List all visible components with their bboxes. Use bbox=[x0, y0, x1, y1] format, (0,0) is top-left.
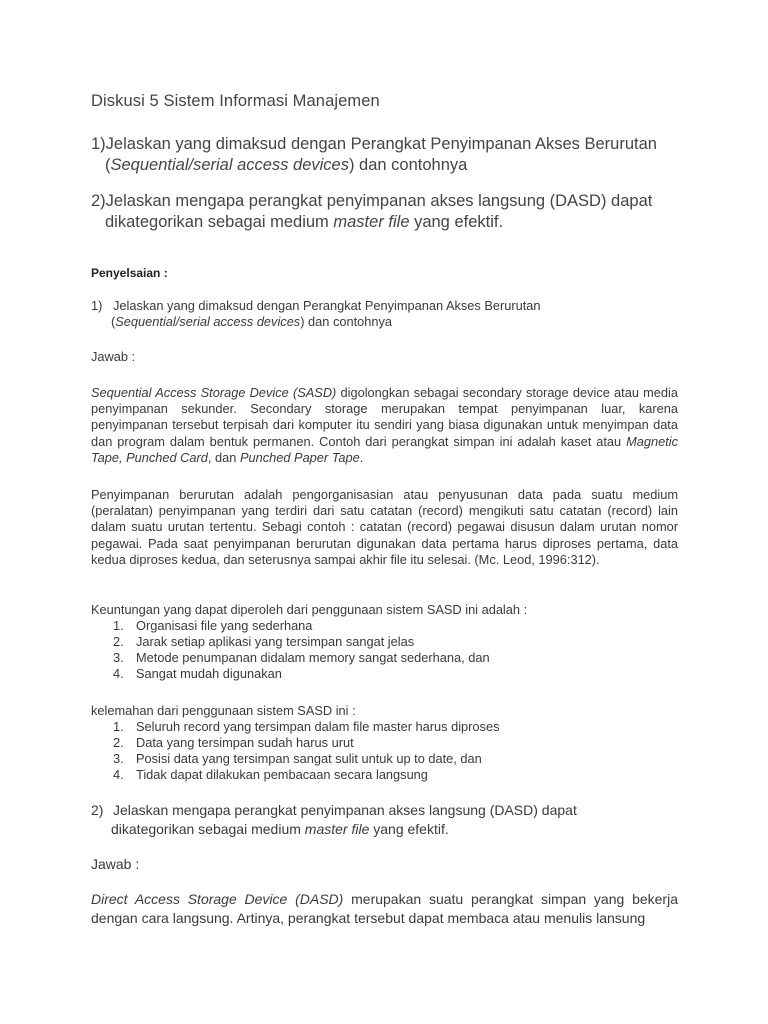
list-item: 3. Metode penumpanan didalam memory sangat sederhana, dan bbox=[113, 650, 490, 665]
question-1 bbox=[91, 134, 711, 176]
disadvantages-section bbox=[91, 703, 681, 783]
question-2-line1: 2)Jelaskan mengapa perangkat penyimpanan akses langsung (DASD) dapat bbox=[91, 192, 653, 210]
question-1-line2: (Sequential/serial access devices) dan contohnya bbox=[105, 156, 468, 174]
list-item: 2. Jarak setiap aplikasi yang tersimpan sangat jelas bbox=[113, 634, 415, 649]
question-2 bbox=[91, 191, 711, 233]
answer-heading: Penyelsaian : bbox=[91, 266, 168, 280]
sub-question-1 bbox=[91, 298, 681, 330]
advantages-intro: Keuntungan yang dapat diperoleh dari penggunaan sistem SASD ini adalah : bbox=[91, 602, 528, 617]
sub-question-1-line1: Jelaskan yang dimaksud dengan Perangkat Penyimpanan Akses Berurutan bbox=[113, 298, 541, 313]
question-2-line2: dikategorikan sebagai medium master file yang efektif. bbox=[105, 213, 504, 231]
advantages-list bbox=[91, 618, 681, 682]
jawab-label-2: Jawab : bbox=[91, 856, 140, 872]
question-1-line1: 1)Jelaskan yang dimaksud dengan Perangkat Penyimpanan Akses Berurutan bbox=[91, 135, 657, 153]
disadvantages-intro: kelemahan dari penggunaan sistem SASD ini : bbox=[91, 703, 356, 718]
paragraph-dasd: Direct Access Storage Device (DASD) merupakan suatu perangkat simpan yang bekerja dengan cara langsung. Artinya, perangkat tersebut dapat membaca atau menulis lansung bbox=[91, 891, 678, 926]
sub-question-1-number: 1) bbox=[91, 298, 103, 313]
list-item: 1. Seluruh record yang tersimpan dalam file master harus diproses bbox=[113, 719, 500, 734]
list-item: 4. Sangat mudah digunakan bbox=[113, 666, 282, 681]
sub-question-2-line1: Jelaskan mengapa perangkat penyimpanan akses langsung (DASD) dapat bbox=[113, 802, 577, 818]
sub-question-2-line2: dikategorikan sebagai medium master file yang efektif. bbox=[111, 821, 449, 837]
list-item: 4. Tidak dapat dilakukan pembacaan secara langsung bbox=[113, 767, 428, 782]
disadvantages-list bbox=[91, 719, 681, 783]
sub-question-2-number: 2) bbox=[91, 802, 104, 818]
list-item: 1. Organisasi file yang sederhana bbox=[113, 618, 313, 633]
sub-question-2 bbox=[91, 801, 691, 839]
sub-question-1-line2: (Sequential/serial access devices) dan contohnya bbox=[111, 314, 392, 329]
document-title: Diskusi 5 Sistem Informasi Manajemen bbox=[91, 92, 380, 110]
advantages-section bbox=[91, 602, 681, 682]
jawab-label-1: Jawab : bbox=[91, 349, 136, 364]
paragraph-sequential-storage: Penyimpanan berurutan adalah pengorganisasian atau penyusunan data pada suatu medium (peralatan) penyimpanan yang terdiri dari satu catatan (record) mengikuti satu catatan (record) lain dalam suatu urutan tertentu. Sebagi contoh : catatan (record) pegawai disusun dalam urutan nomor pegawai. Pada saat penyimpanan berurutan digunakan data pertama harus diproses pertama, data kedua diproses kedua, dan seterusnya sampai akhir file itu selesai. (Mc. Leod, 1996:312). bbox=[91, 487, 678, 567]
list-item: 2. Data yang tersimpan sudah harus urut bbox=[113, 735, 354, 750]
paragraph-sasd: Sequential Access Storage Device (SASD) digolongkan sebagai secondary storage device atau media penyimpanan sekunder. Secondary storage merupakan tempat penyimpanan luar, karena penyimpanan tersebut terpisah dari komputer itu sendiri yang biasa digunakan untuk menyimpan data dan program dalam bentuk permanen. Contoh dari perangkat simpan ini adalah kaset atau Magnetic Tape, Punched Card, dan Punched Paper Tape. bbox=[91, 385, 678, 465]
list-item: 3. Posisi data yang tersimpan sangat sulit untuk up to date, dan bbox=[113, 751, 482, 766]
